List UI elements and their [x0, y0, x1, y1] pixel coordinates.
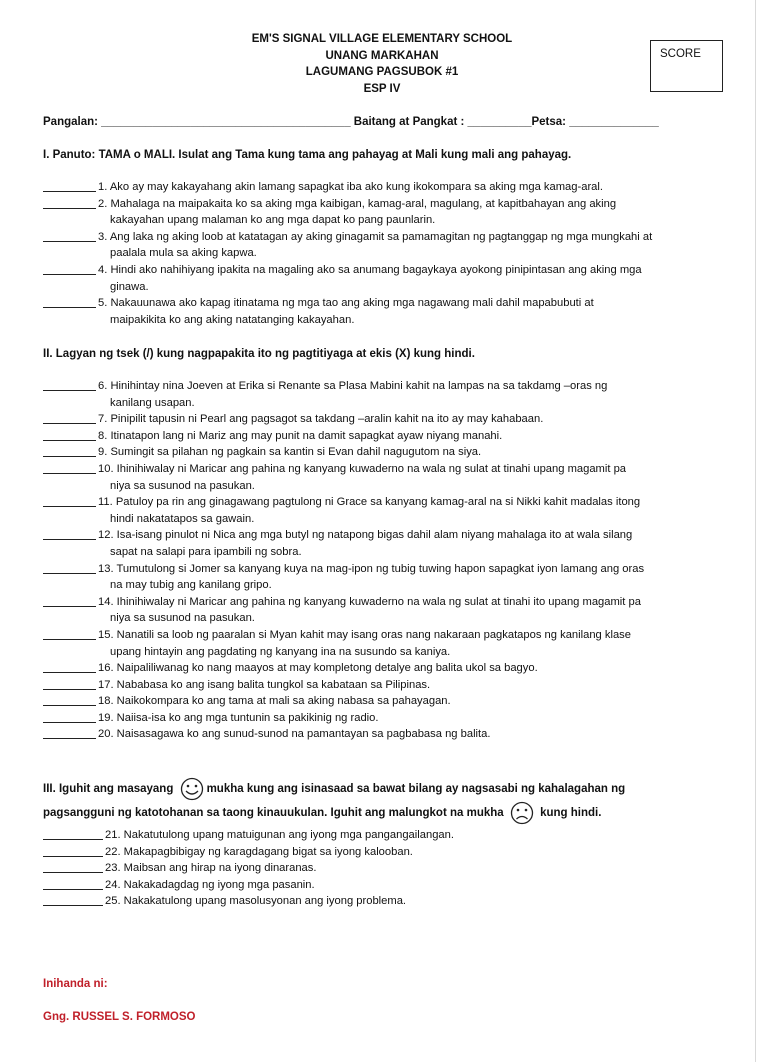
answer-blank[interactable]	[43, 860, 103, 873]
list-item: 3. Ang laka ng aking loob at katatagan ay aking ginagamit sa pamamagitan ng pagtanggap ng mga mungkahi at paalala mula sa aking kapwa.	[43, 229, 723, 262]
list-item: 2. Mahalaga na maipakaita ko sa aking mga kaibigan, kamag-aral, magulang, at kapitbahayan ang aking kakayahan upang malaman ko ang mga dapat ko pang paunlarin.	[43, 196, 723, 229]
answer-blank[interactable]	[43, 428, 96, 441]
page-edge-rule	[755, 0, 756, 1062]
score-label: SCORE	[660, 48, 701, 60]
answer-blank[interactable]	[43, 693, 96, 706]
answer-blank[interactable]	[43, 561, 96, 574]
quarter-label: UNANG MARKAHAN	[325, 49, 439, 62]
list-item: 11. Patuloy pa rin ang ginagawang pagtulong ni Grace sa kanyang kamag-aral na si Nikki kahit madalas itong hindi nakatatapos sa gawain.	[43, 494, 723, 527]
sad-face-icon	[507, 801, 537, 825]
list-item: 7. Pinipilit tapusin ni Pearl ang pagsagot sa takdang –aralin kahit na ito ay may kahabaan.	[43, 411, 723, 428]
answer-blank[interactable]	[43, 710, 96, 723]
happy-face-icon	[177, 777, 207, 801]
list-item: 22. Makapagbibigay ng karagdagang bigat sa iyong kalooban.	[43, 844, 723, 861]
answer-blank[interactable]	[43, 411, 96, 424]
list-item: 9. Sumingit sa pilahan ng pagkain sa kantin si Evan dahil nagugutom na siya.	[43, 444, 723, 461]
section3-list	[43, 827, 723, 910]
list-item: 6. Hinihintay nina Joeven at Erika si Renante sa Plasa Mabini kahit na lampas na sa takdamg –oras ng kanilang usapan.	[43, 378, 723, 411]
answer-blank[interactable]	[43, 494, 96, 507]
answer-blank[interactable]	[43, 295, 96, 308]
answer-blank[interactable]	[43, 893, 103, 906]
section2-list	[43, 378, 723, 743]
answer-blank[interactable]	[43, 660, 96, 673]
list-item: 10. Ihinihiwalay ni Maricar ang pahina ng kanyang kuwaderno na wala ng sulat at tinahi upang magamit pa niya sa susunod na pasukan.	[43, 461, 723, 494]
list-item: 17. Nababasa ko ang isang balita tungkol sa kabataan sa Pilipinas.	[43, 677, 723, 694]
list-item: 19. Naiisa-isa ko ang mga tuntunin sa pakikinig ng radio.	[43, 710, 723, 727]
section1-list	[43, 179, 723, 328]
answer-blank[interactable]	[43, 179, 96, 192]
list-item: 23. Maibsan ang hirap na iyong dinaranas.	[43, 860, 723, 877]
answer-blank[interactable]	[43, 196, 96, 209]
answer-blank[interactable]	[43, 444, 96, 457]
section3-title: III. Iguhit ang masayang mukha kung ang isinasaad sa bawat bilang ay nagsasabi ng kahalagahan ng pagsangguni ng katotohanan sa taong kinauukulan. Iguhit ang malungkot na mukha kung hindi.	[43, 777, 723, 825]
test-title: LAGUMANG PAGSUBOK #1	[305, 66, 459, 78]
answer-blank[interactable]	[43, 877, 103, 890]
list-item: 13. Tumutulong si Jomer sa kanyang kuya na mag-ipon ng tubig tuwing hapon sapagkat iyon lamang ang oras na may tubig ang kanilang gripo.	[43, 561, 723, 594]
section2-title: II. Lagyan ng tsek (/) kung nagpapakita ito ng pagtitiyaga at ekis (X) kung hindi.	[43, 348, 475, 360]
answer-blank[interactable]	[43, 594, 96, 607]
list-item: 14. Ihinihiwalay ni Maricar ang pahina ng kanyang kuwaderno na wala ng sulat at tinahi ito upang magamit pa niya sa susunod na pasukan.	[43, 594, 723, 627]
list-item: 5. Nakauunawa ako kapag itinatama ng mga tao ang aking mga nagawang mali dahil mapabubuti at maipakikita ko ang aking natatanging kakayahan.	[43, 295, 723, 328]
answer-blank[interactable]	[43, 726, 96, 739]
list-item: 15. Nanatili sa loob ng paaralan si Myan kahit may isang oras nang nakaraan pagkatapos ng kanilang klase upang hintayin ang pagdating ng kanyang ina na susundo sa kaniya.	[43, 627, 723, 660]
answer-blank[interactable]	[43, 229, 96, 242]
answer-blank[interactable]	[43, 461, 96, 474]
subject-label: ESP IV	[363, 82, 401, 95]
section1-title: I. Panuto: TAMA o MALI. Isulat ang Tama kung tama ang pahayag at Mali kung mali ang pahayag.	[43, 149, 572, 161]
list-item: 4. Hindi ako nahihiyang ipakita na magaling ako sa anumang bagaykaya ayokong pinipintasan ang aking mga ginawa.	[43, 262, 723, 295]
teacher-name: Gng. RUSSEL S. FORMOSO	[43, 1011, 196, 1023]
student-info-line[interactable]: Pangalan: _______________________________________ Baitang at Pangkat : __________Petsa: ______________	[43, 116, 659, 128]
school-name: EM'S SIGNAL VILLAGE ELEMENTARY SCHOOL	[251, 33, 513, 45]
answer-blank[interactable]	[43, 262, 96, 275]
answer-blank[interactable]	[43, 378, 96, 391]
list-item: 20. Naisasagawa ko ang sunud-sunod na pamantayan sa pagbabasa ng balita.	[43, 726, 723, 743]
list-item: 18. Naikokompara ko ang tama at mali sa aking nabasa sa pahayagan.	[43, 693, 723, 710]
answer-blank[interactable]	[43, 844, 103, 857]
answer-blank[interactable]	[43, 627, 96, 640]
list-item: 16. Naipaliliwanag ko nang maayos at may kompletong detalye ang balita ukol sa bagyo.	[43, 660, 723, 677]
list-item: 12. Isa-isang pinulot ni Nica ang mga butyl ng natapong bigas dahil alam niyang mahalaga ito at wala silang sapat na salapi para ipambili ng sobra.	[43, 527, 723, 560]
list-item: 25. Nakakatulong upang masolusyonan ang iyong problema.	[43, 893, 723, 910]
score-box[interactable]	[650, 40, 723, 92]
list-item: 21. Nakatutulong upang matuigunan ang iyong mga pangangailangan.	[43, 827, 723, 844]
list-item: 24. Nakakadagdag ng iyong mga pasanin.	[43, 877, 723, 894]
answer-blank[interactable]	[43, 677, 96, 690]
list-item: 1. Ako ay may kakayahang akin lamang sapagkat iba ako kung ikokompara sa aking mga kamag-aral.	[43, 179, 723, 196]
answer-blank[interactable]	[43, 827, 103, 840]
prepared-by-label: Inihanda ni:	[43, 978, 108, 990]
list-item: 8. Itinatapon lang ni Mariz ang may punit na damit sapagkat ayaw niyang manahi.	[43, 428, 723, 445]
answer-blank[interactable]	[43, 527, 96, 540]
